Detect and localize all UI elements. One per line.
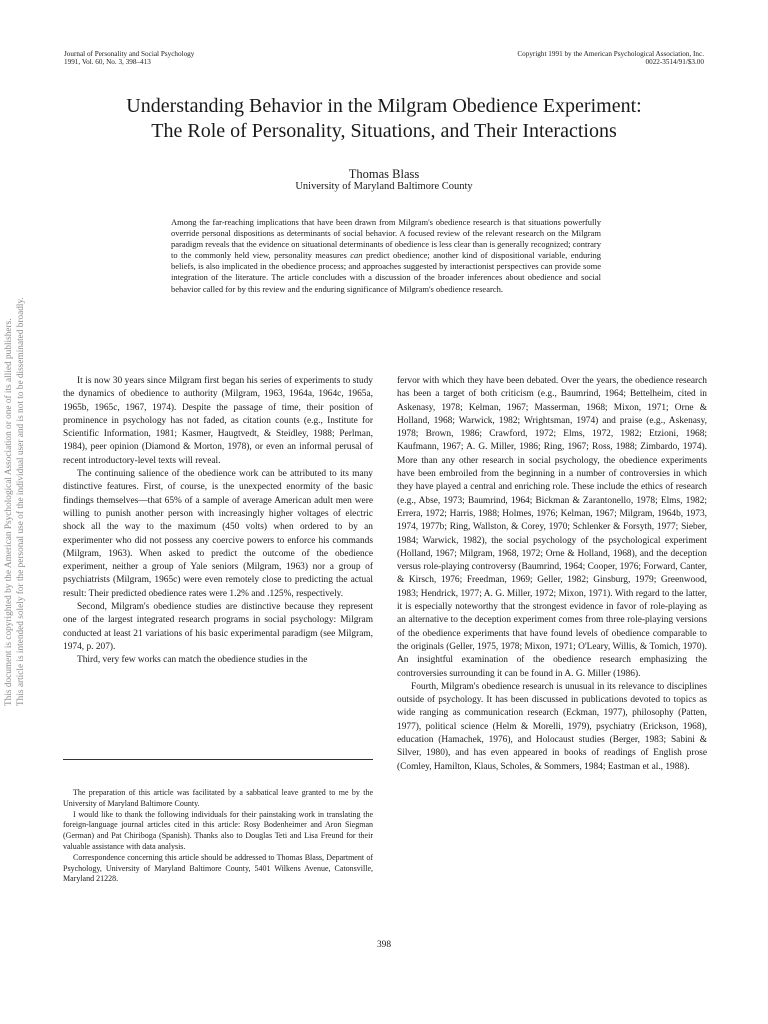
watermark-line-2: This article is intended solely for the personal use of the individual user and is not to be disseminated broadly.: [16, 297, 26, 706]
body-paragraph: fervor with which they have been debated. Over the years, the obedience research has been a target of both criticism (e.g., Baumrind, 1964; Bettelheim, cited in Askenasy, 1978; Kelman, 1967; Masserman, 1968; Mixon, 1971; Orne & Holland, 1968; Warwick, 1982; Wrightsman, 1974) and praise (e.g., Askenasy, 1978; Brown, 1986; Crawford, 1972; Elms, 1972, 1982; Etzioni, 1968; Kaufmann, 1967; A. G. Miller, 1986; Ring, 1967; Ross, 1988; Zimbardo, 1974). More than any other research in social psychology, the obedience experiments have been embroiled from the beginning in a number of controversies in which they have played a central and enriching role. These include the ethics of research (e.g., Abse, 1973; Baumrind, 1964; Bickman & Zarantonello, 1978; Elms, 1982; Errera, 1972; Harris, 1988; Holmes, 1976; Kelman, 1967; Milgram, 1964b, 1973, 1974, 1977b; Ring, Wallston, & Corey, 1970; Schlenker & Forsyth, 1977; Sieber, 1984; Warwick, 1982), the social psychology of the psychological experiment (Holland, 1967; Milgram, 1968, 1972; Orne & Holland, 1968), and the deception versus role-playing controversy (Baumrind, 1964; Cooper, 1976; Forward, Canter, & Kirsch, 1976; Freedman, 1969; Geller, 1982; Ginsburg, 1979; Greenwood, 1983; Hendrick, 1977; A. G. Miller, 1972; Mixon, 1971). With regard to the latter, it is especially noteworthy that the strongest evidence in favor of role-playing as an alternative to the deception experiment comes from three role-playing versions of the obedience experiments that have found levels of obedience comparable to the originals (Geller, 1975, 1978; Mixon, 1971; O'Leary, Willis, & Tomich, 1970). An insightful examination of the obedience research emphasizing the controversies surrounding it can be found in A. G. Miller (1986).: [397, 376, 707, 679]
page-number: 398: [376, 940, 392, 950]
footnote-paragraph: The preparation of this article was facilitated by a sabbatical leave granted to me by the University of Maryland Baltimore County.: [63, 788, 373, 808]
body-paragraph: It is now 30 years since Milgram first began his series of experiments to study the dynamics of obedience to authority (Milgram, 1963, 1964a, 1964c, 1965a, 1965b, 1965c, 1967, 1974). Despite the passage of time, their position of prominence in psychology has not faded, as citation counts (e.g., Institute for Scientific Information, 1981; Kasmer, Haugtvedt, & Steidley, 1988; Perlman, 1984), peer opinion (Diamond & Morton, 1978), or even an informal perusal of recent introductory-level texts will reveal.: [63, 376, 373, 466]
copyright-watermark: [3, 286, 27, 706]
journal-volume: 1991, Vol. 60, No. 3, 398–413: [64, 58, 151, 67]
author-affiliation: University of Maryland Baltimore County: [295, 181, 473, 192]
body-column-right: [397, 375, 707, 774]
journal-citation: [64, 50, 194, 67]
body-paragraph: Second, Milgram's obedience studies are distinctive because they represent one of the largest integrated research programs in social psychology: Milgram conducted at least 21 variations of his basic experimental paradigm (see Milgram, 1974, p. 207).: [63, 602, 373, 652]
abstract: [171, 217, 601, 295]
copyright-notice: [517, 50, 704, 67]
issn-code: 0022-3514/91/$3.00: [645, 58, 704, 67]
article-title: [60, 94, 708, 144]
footnote-paragraph: I would like to thank the following individuals for their painstaking work in translating the foreign-language journal articles cited in this article: Rosy Bodenheimer and Aron Siegman (German) and Pat Chiriboga (Spanish). Thanks also to Douglas Teti and Lisa Freund for their valuable assistance with data analysis.: [63, 809, 373, 851]
abstract-text-b: predict obedience; another kind of dispositional variable, enduring beliefs, is also implicated in the obedience process; and approaches suggested by interactionist perspectives can provide some integration of the literature. The article concludes with a discussion of the broader inferences about obedience and social behavior called for by this review and the enduring significance of Milgram's obedience research.: [171, 250, 601, 294]
footnote-paragraph: Correspondence concerning this article should be addressed to Thomas Blass, Department of Psychology, University of Maryland Baltimore County, 5401 Wilkens Avenue, Catonsville, Maryland 21228.: [63, 852, 373, 884]
body-paragraph: Third, very few works can match the obedience studies in the: [77, 655, 308, 666]
abstract-text-a: Among the far-reaching implications that have been drawn from Milgram's obedience research is that situations powerfully override personal dispositions as determinants of social behavior. A focused review of the relevant research on the Milgram paradigm reveals that the evidence on situational determinants of obedience is less clear than is generally recognized; contrary to the commonly held view, personality measures: [171, 217, 601, 261]
body-paragraph: The continuing salience of the obedience work can be attributed to its many distinctive features. First, of course, is the unexpected enormity of the basic findings themselves—that 65% of a sample of average American adult men were willing to punish another person with increasingly higher voltages of electric shock all the way to the maximum (450 volts) when ordered to by an experimenter who did not possess any coercive powers to enforce his commands (Milgram, 1963). When asked to predict the outcome of the obedience experiment, neither a group of Yale seniors (Milgram, 1963) nor a group of psychiatrists (Milgram, 1965c) were even remotely close to predicting the actual result: Their predicted obedience rates were 1.2% and .125%, respectively.: [63, 469, 373, 599]
abstract-emphasis: can: [350, 250, 363, 261]
journal-name: Journal of Personality and Social Psychology: [64, 50, 195, 58]
title-line-1: Understanding Behavior in the Milgram Obedience Experiment:: [126, 95, 642, 117]
footnote-block: [63, 788, 373, 885]
body-paragraph: Fourth, Milgram's obedience research is unusual in its relevance to disciplines outside of psychology. It has been discussed in publications devoted to topics as wide ranging as communication research (Eckman, 1977), philosophy (Patten, 1977), political science (Helm & Morelli, 1979), psychiatry (Erickson, 1968), education (Hamachek, 1976), and Holocaust studies (Berger, 1983; Sabini & Silver, 1980), and has even appeared in books of readings of English prose (Comley, Hamilton, Klaus, Scholes, & Sommers, 1984; Eastman et al., 1988).: [397, 681, 707, 772]
title-line-2: The Role of Personality, Situations, and Their Interactions: [151, 120, 617, 142]
footnote-divider: [63, 759, 373, 760]
body-column-left: [63, 375, 373, 668]
copyright-holder: Copyright 1991 by the American Psychological Association, Inc.: [517, 50, 704, 58]
watermark-line-1: This document is copyrighted by the American Psychological Association or one of its allied publishers.: [4, 318, 14, 706]
author-name: Thomas Blass: [348, 167, 420, 181]
